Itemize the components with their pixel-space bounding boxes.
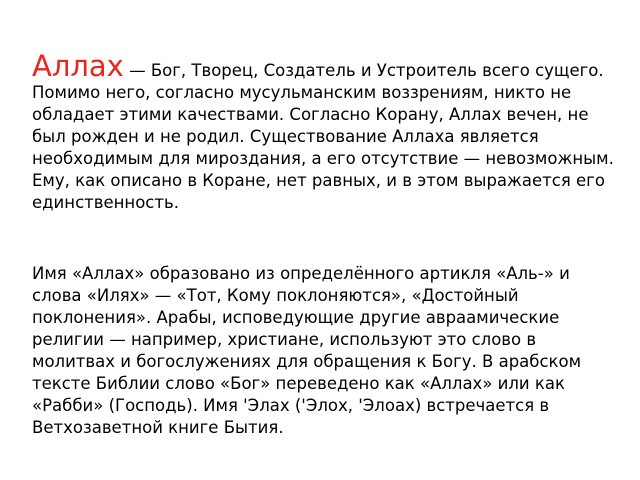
term-allah: Аллах <box>32 49 124 83</box>
paragraph-definition-text: — Бог, Творец, Создатель и Устроитель всего сущего. Помимо него, согласно мусульманским воззрениям, никто не обладает этими качествами. Согласно Корану, Аллах вечен, не был рожден и не родил. Существование Аллаха является необходимым для мироздания, а его отсутствие — невозможным. Ему, как описано в Коране, нет равных, и в этом выражается его единственность. <box>32 61 614 212</box>
paragraph-etymology: Имя «Аллах» образовано из определённого артикля «Аль-» и слова «Илях» — «Тот, Кому поклоняются», «Достойный поклонения». Арабы, исповедующие другие авраамические религии — например, христиане, используют это слово в молитвах и богослужениях для обращения к Богу. В арабском тексте Библии слово «Бог» переведено как «Аллах» или как «Рабби» (Господь). Имя 'Элах ('Элох, 'Элоах) встречается в Ветхозаветной книге Бытия. <box>32 264 582 437</box>
paragraph-definition <box>32 49 622 214</box>
